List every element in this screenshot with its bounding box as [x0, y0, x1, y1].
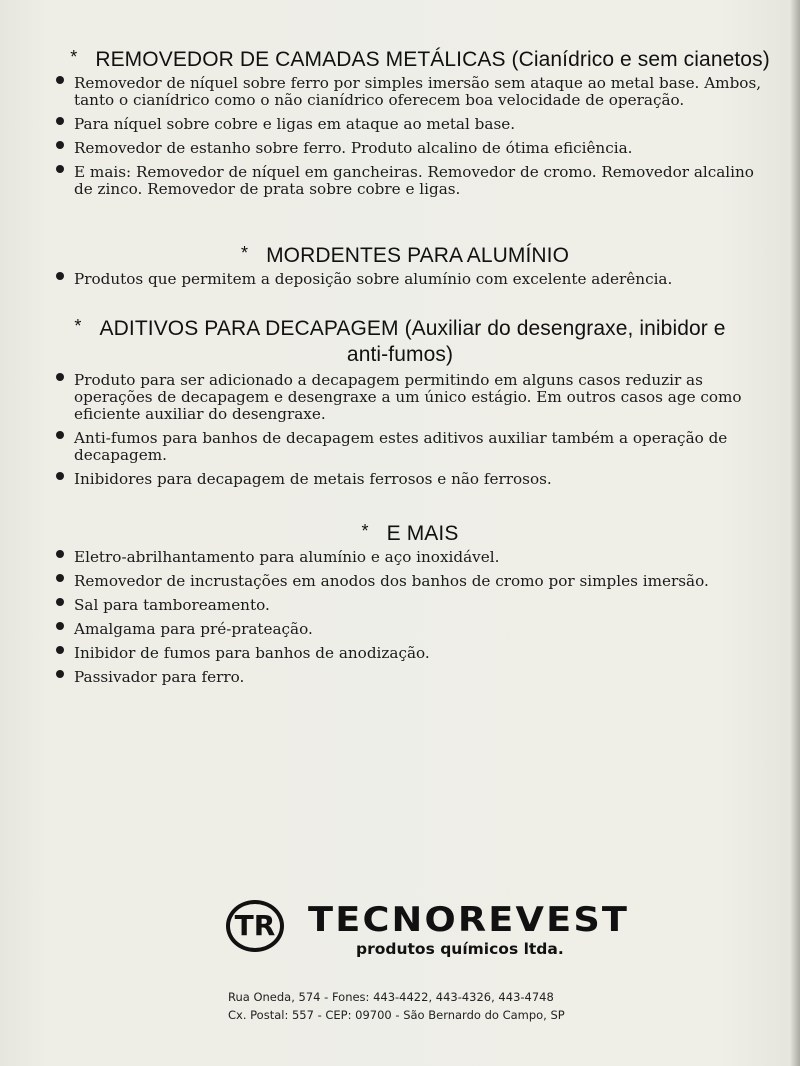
- section-e-mais: [0, 518, 800, 693]
- list-item: Eletro-abrilhantamento para alumínio e aço inoxidável.: [0, 549, 800, 566]
- section-heading: [0, 240, 800, 269]
- bullet-icon: [56, 598, 64, 606]
- heading-title: E MAIS: [386, 522, 459, 545]
- bullet-icon: [56, 117, 64, 125]
- company-tagline: produtos químicos ltda.: [356, 940, 564, 958]
- section-heading: [0, 44, 800, 73]
- heading-title: REMOVEDOR DE CAMADAS METÁLICAS: [95, 48, 506, 71]
- star-marker: *: [361, 521, 369, 541]
- star-marker: *: [240, 243, 249, 263]
- list-item: Produtos que permitem a deposição sobre alumínio com excelente aderência.: [0, 271, 800, 288]
- list-item: Removedor de níquel sobre ferro por simples imersão sem ataque ao metal base. Ambos, tanto o cianídrico como o não cianídrico oferecem boa velocidade de operação.: [0, 75, 800, 109]
- list-item: Removedor de estanho sobre ferro. Produto alcalino de ótima eficiência.: [0, 140, 800, 157]
- bullet-list: [0, 372, 800, 488]
- section-heading: [0, 518, 800, 547]
- list-item: Removedor de incrustações em anodos dos banhos de cromo por simples imersão.: [0, 573, 800, 590]
- list-item: Inibidor de fumos para banhos de anodização.: [0, 645, 800, 662]
- heading-title: ADITIVOS PARA DECAPAGEM: [99, 317, 399, 340]
- list-item: E mais: Removedor de níquel em gancheiras. Removedor de cromo. Removedor alcalino de zinco. Removedor de prata sobre cobre e ligas.: [0, 164, 800, 198]
- list-item: Sal para tamboreamento.: [0, 597, 800, 614]
- bullet-icon: [56, 622, 64, 630]
- company-logo: [226, 900, 630, 970]
- bullet-icon: [56, 373, 64, 381]
- section-aditivos: [0, 313, 800, 495]
- bullet-icon: [56, 670, 64, 678]
- bullet-list: [0, 549, 800, 686]
- list-item: Para níquel sobre cobre e ligas em ataque ao metal base.: [0, 116, 800, 133]
- company-name: TECNOREVEST: [308, 900, 630, 940]
- bullet-icon: [56, 472, 64, 480]
- heading-title: MORDENTES PARA ALUMÍNIO: [266, 244, 570, 267]
- address-line-2: Cx. Postal: 557 - CEP: 09700 - São Bernardo do Campo, SP: [228, 1008, 565, 1022]
- list-item: Amalgama para pré-prateação.: [0, 621, 800, 638]
- bullet-icon: [56, 431, 64, 439]
- section-heading: [0, 313, 800, 368]
- section-mordentes: [0, 240, 800, 295]
- heading-subtitle: (Auxiliar do desengraxe, inibidor e anti-fumos): [346, 317, 726, 366]
- list-item: Inibidores para decapagem de metais ferrosos e não ferrosos.: [0, 471, 800, 488]
- section-removedor: [0, 44, 800, 205]
- bullet-icon: [56, 141, 64, 149]
- bullet-list: [0, 75, 800, 198]
- bullet-icon: [56, 76, 64, 84]
- heading-subtitle: (Cianídrico e sem cianetos): [511, 48, 770, 71]
- bullet-icon: [56, 165, 64, 173]
- star-marker: *: [74, 316, 82, 336]
- bullet-icon: [56, 646, 64, 654]
- star-marker: *: [70, 47, 78, 67]
- bullet-list: [0, 271, 800, 288]
- address-line-1: Rua Oneda, 574 - Fones: 443-4422, 443-4326, 443-4748: [228, 990, 554, 1004]
- bullet-icon: [56, 574, 64, 582]
- bullet-icon: [56, 550, 64, 558]
- list-item: Passivador para ferro.: [0, 669, 800, 686]
- list-item: Anti-fumos para banhos de decapagem estes aditivos auxiliar também a operação de decapagem.: [0, 430, 800, 464]
- bullet-icon: [56, 272, 64, 280]
- list-item: Produto para ser adicionado a decapagem permitindo em alguns casos reduzir as operações de decapagem e desengraxe a um único estágio. Em outros casos age como eficiente auxiliar do desengraxe.: [0, 372, 800, 423]
- logo-monogram: TR: [234, 909, 276, 942]
